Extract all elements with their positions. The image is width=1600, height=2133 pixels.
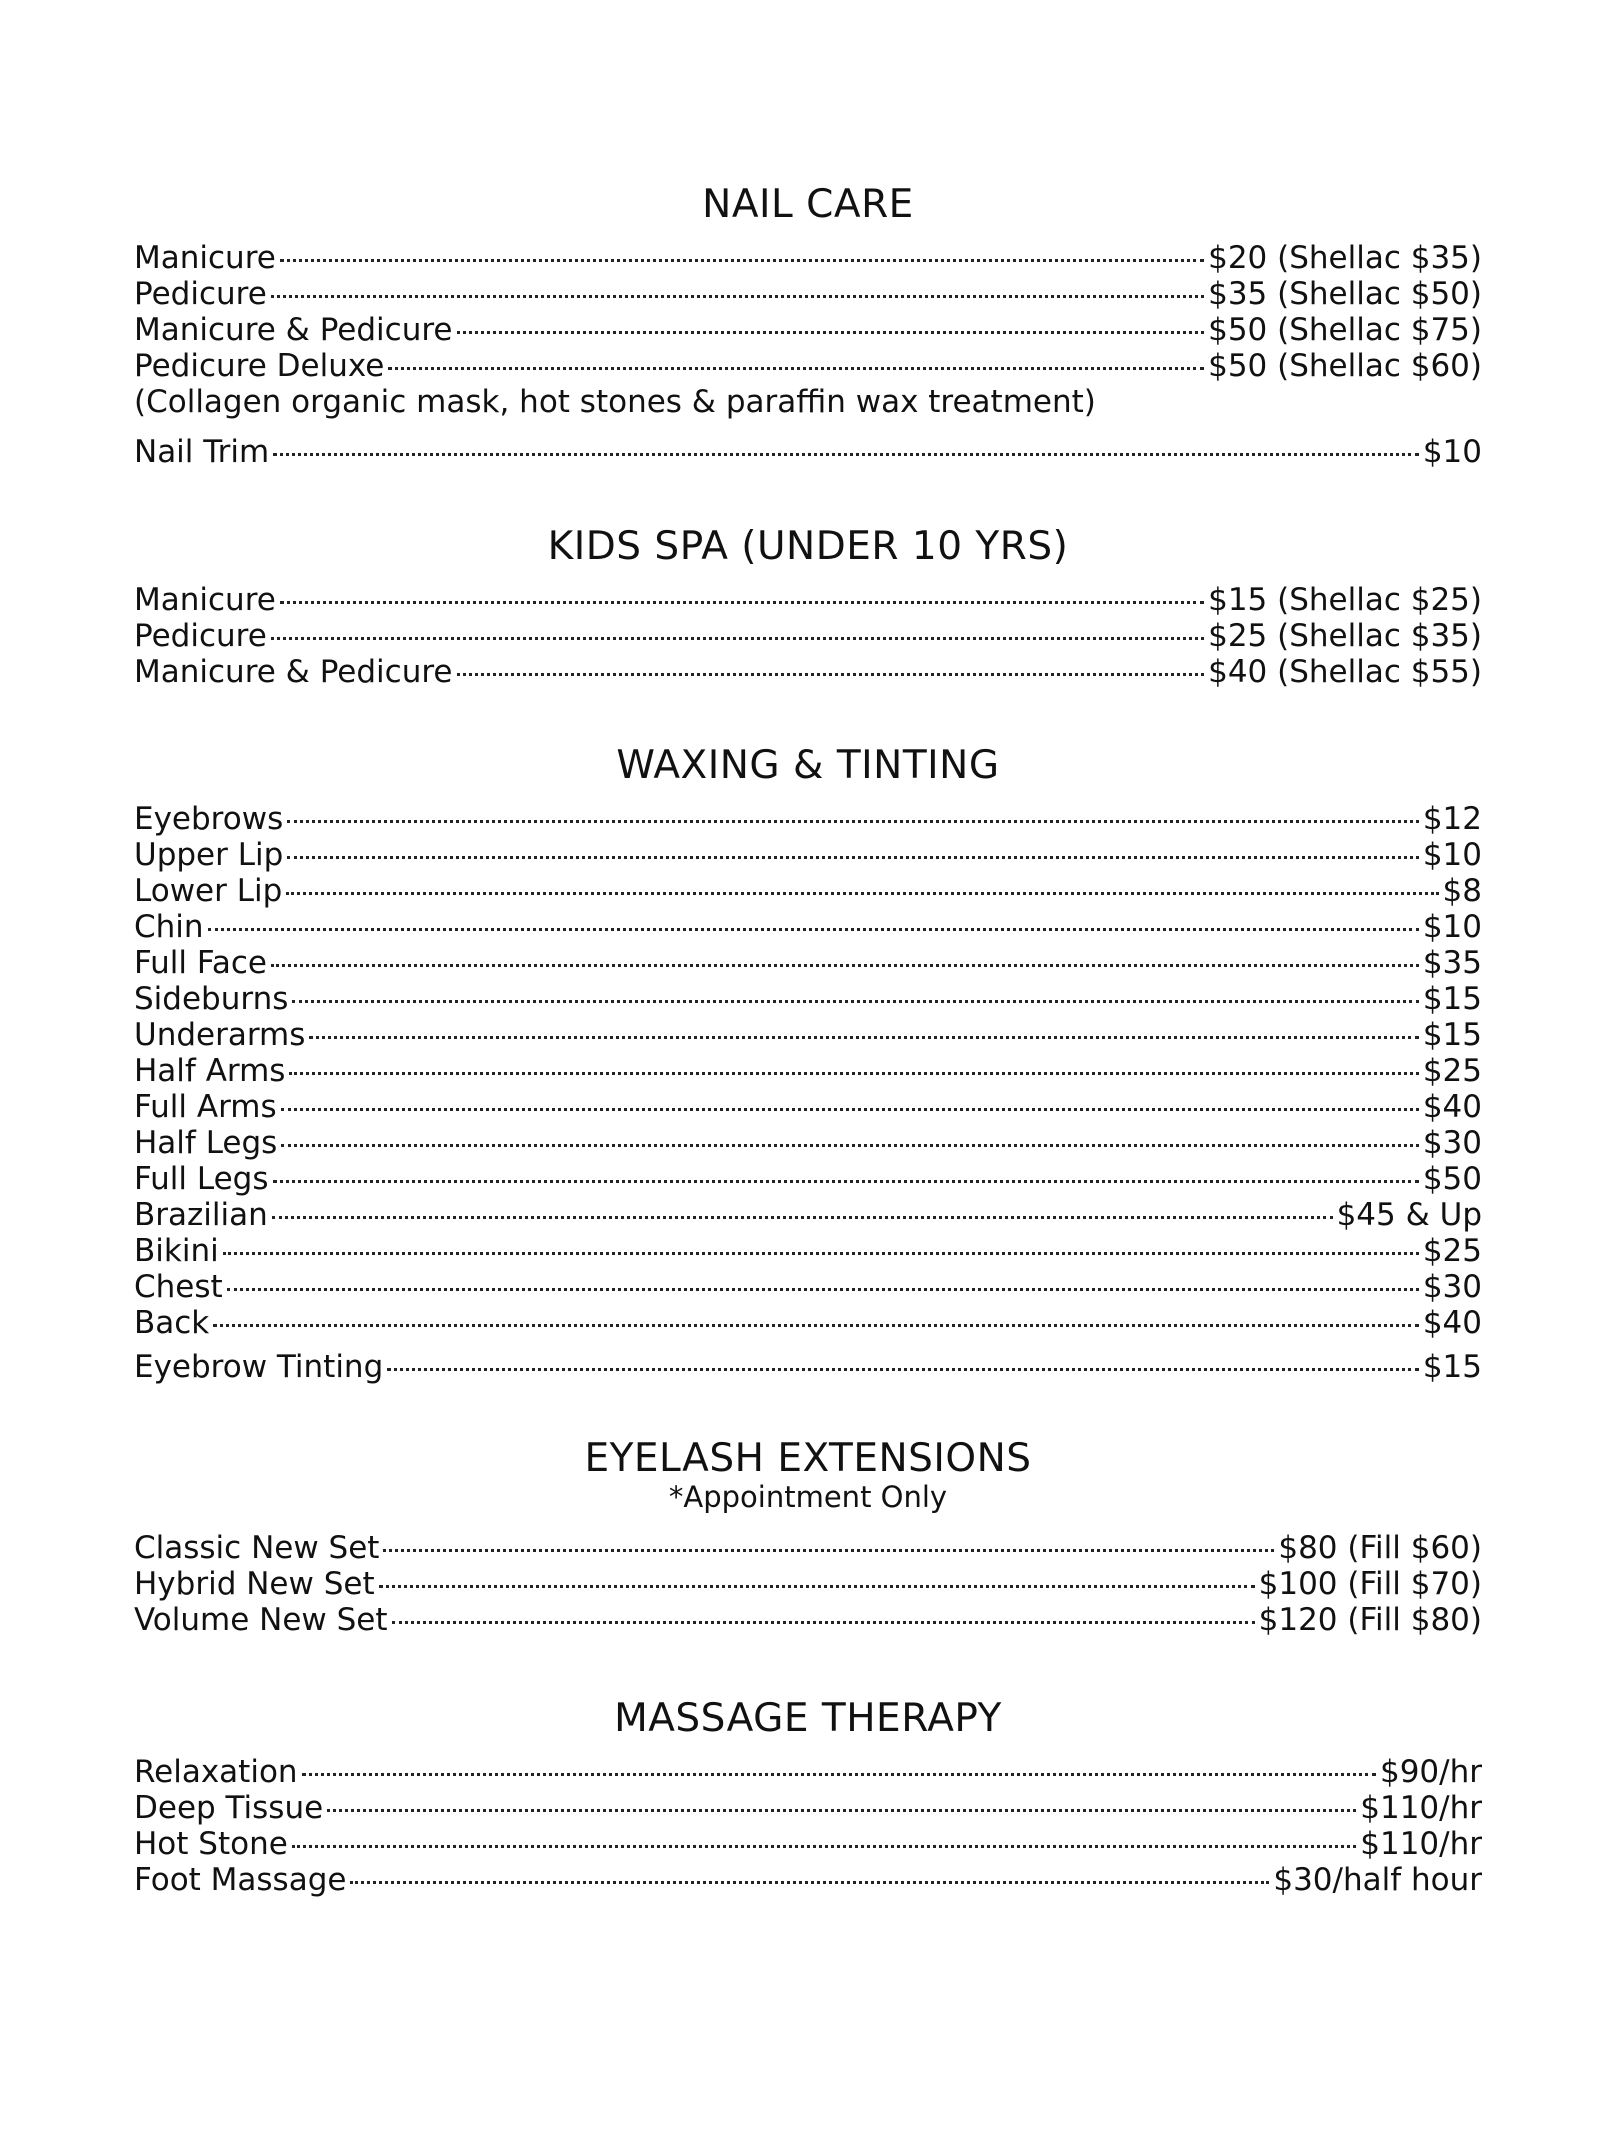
price-row bbox=[134, 582, 1482, 618]
item-label: Sideburns bbox=[134, 981, 289, 1017]
price-row bbox=[134, 1161, 1482, 1197]
item-price: $30 bbox=[1422, 1125, 1482, 1161]
item-price: $15 (Shellac $25) bbox=[1208, 582, 1482, 618]
dot-leader bbox=[272, 1215, 1333, 1219]
item-label: Half Legs bbox=[134, 1125, 278, 1161]
item-price: $25 bbox=[1422, 1053, 1482, 1089]
item-label: Eyebrow Tinting bbox=[134, 1349, 384, 1385]
dot-leader bbox=[302, 1772, 1376, 1776]
item-label: Volume New Set bbox=[134, 1602, 388, 1638]
item-label: Half Arms bbox=[134, 1053, 286, 1089]
item-price: $40 bbox=[1422, 1305, 1482, 1341]
item-price: $15 bbox=[1422, 1017, 1482, 1053]
dot-leader bbox=[271, 294, 1204, 298]
item-price: $120 (Fill $80) bbox=[1258, 1602, 1482, 1638]
item-label: Pedicure bbox=[134, 276, 267, 312]
price-row bbox=[134, 837, 1482, 873]
item-label: Foot Massage bbox=[134, 1862, 347, 1898]
section-title: NAIL CARE bbox=[702, 182, 914, 227]
price-row bbox=[134, 1053, 1482, 1089]
item-price: $50 (Shellac $60) bbox=[1208, 348, 1482, 384]
dot-leader bbox=[292, 1844, 1356, 1848]
item-label: Pedicure Deluxe bbox=[134, 348, 385, 384]
section-massage-therapy bbox=[134, 1694, 1482, 1898]
price-row bbox=[134, 1269, 1482, 1305]
dot-leader bbox=[273, 452, 1419, 456]
item-label: Upper Lip bbox=[134, 837, 284, 873]
item-label: Nail Trim bbox=[134, 434, 270, 470]
section-title: MASSAGE THERAPY bbox=[614, 1696, 1002, 1741]
price-list bbox=[134, 582, 1482, 690]
price-row-nail-trim bbox=[134, 434, 1482, 470]
dot-leader bbox=[208, 927, 1419, 931]
price-row bbox=[134, 1790, 1482, 1826]
item-price: $90/hr bbox=[1379, 1754, 1482, 1790]
item-price: $80 (Fill $60) bbox=[1278, 1530, 1482, 1566]
item-label: Full Arms bbox=[134, 1089, 277, 1125]
dot-leader bbox=[271, 636, 1204, 640]
item-label: Chin bbox=[134, 909, 204, 945]
item-label: Manicure & Pedicure bbox=[134, 654, 453, 690]
dot-leader bbox=[383, 1548, 1274, 1552]
dot-leader bbox=[286, 891, 1438, 895]
price-row bbox=[134, 312, 1482, 348]
price-row bbox=[134, 654, 1482, 690]
item-price: $25 (Shellac $35) bbox=[1208, 618, 1482, 654]
item-label: Full Face bbox=[134, 945, 267, 981]
price-row bbox=[134, 801, 1482, 837]
item-price: $50 (Shellac $75) bbox=[1208, 312, 1482, 348]
item-price: $30/half hour bbox=[1273, 1862, 1482, 1898]
price-row bbox=[134, 1089, 1482, 1125]
price-row-eyebrow-tinting bbox=[134, 1349, 1482, 1385]
item-price: $110/hr bbox=[1360, 1790, 1482, 1826]
price-list bbox=[134, 1754, 1482, 1898]
section-title: KIDS SPA (UNDER 10 YRS) bbox=[547, 524, 1069, 569]
item-price: $110/hr bbox=[1360, 1826, 1482, 1862]
price-row bbox=[134, 240, 1482, 276]
dot-leader bbox=[289, 1071, 1418, 1075]
price-row bbox=[134, 1305, 1482, 1341]
item-price: $35 (Shellac $50) bbox=[1208, 276, 1482, 312]
item-price: $50 bbox=[1422, 1161, 1482, 1197]
price-row bbox=[134, 1602, 1482, 1638]
section-eyelash-extensions bbox=[134, 1434, 1482, 1638]
price-row bbox=[134, 1125, 1482, 1161]
item-label: Relaxation bbox=[134, 1754, 298, 1790]
item-price: $10 bbox=[1422, 837, 1482, 873]
dot-leader bbox=[271, 963, 1419, 967]
dot-leader bbox=[457, 672, 1205, 676]
section-waxing-tinting bbox=[134, 741, 1482, 1385]
deluxe-note: (Collagen organic mask, hot stones & paraffin wax treatment) bbox=[134, 384, 1096, 420]
item-price: $100 (Fill $70) bbox=[1258, 1566, 1482, 1602]
item-label: Chest bbox=[134, 1269, 223, 1305]
dot-leader bbox=[280, 258, 1204, 262]
item-price: $35 bbox=[1422, 945, 1482, 981]
appointment-only-note: *Appointment Only bbox=[668, 1480, 948, 1514]
item-label: Bikini bbox=[134, 1233, 219, 1269]
price-row bbox=[134, 945, 1482, 981]
dot-leader bbox=[273, 1179, 1419, 1183]
dot-leader bbox=[287, 855, 1419, 859]
dot-leader bbox=[213, 1323, 1419, 1327]
section-nail-care bbox=[134, 180, 1482, 470]
item-price: $10 bbox=[1422, 434, 1482, 470]
dot-leader bbox=[223, 1251, 1419, 1255]
dot-leader bbox=[281, 1107, 1419, 1111]
item-label: Eyebrows bbox=[134, 801, 284, 837]
price-list bbox=[134, 240, 1482, 384]
item-label: Deep Tissue bbox=[134, 1790, 324, 1826]
price-row bbox=[134, 348, 1482, 384]
item-label: Brazilian bbox=[134, 1197, 268, 1233]
item-label: Hybrid New Set bbox=[134, 1566, 375, 1602]
item-label: Classic New Set bbox=[134, 1530, 380, 1566]
price-list bbox=[134, 1530, 1482, 1638]
item-price: $45 & Up bbox=[1336, 1197, 1482, 1233]
price-row bbox=[134, 1862, 1482, 1898]
section-kids-spa bbox=[134, 522, 1482, 690]
dot-leader bbox=[392, 1620, 1255, 1624]
section-title: EYELASH EXTENSIONS bbox=[584, 1436, 1032, 1481]
dot-leader bbox=[227, 1287, 1419, 1291]
dot-leader bbox=[281, 1143, 1419, 1147]
item-price: $15 bbox=[1422, 981, 1482, 1017]
dot-leader bbox=[280, 600, 1204, 604]
price-row bbox=[134, 909, 1482, 945]
item-price: $40 bbox=[1422, 1089, 1482, 1125]
item-label: Manicure bbox=[134, 240, 276, 276]
item-label: Hot Stone bbox=[134, 1826, 288, 1862]
item-price: $30 bbox=[1422, 1269, 1482, 1305]
price-row bbox=[134, 873, 1482, 909]
price-row bbox=[134, 618, 1482, 654]
price-row bbox=[134, 1530, 1482, 1566]
item-price: $40 (Shellac $55) bbox=[1208, 654, 1482, 690]
item-price: $8 bbox=[1442, 873, 1482, 909]
item-label: Back bbox=[134, 1305, 210, 1341]
item-label: Full Legs bbox=[134, 1161, 269, 1197]
price-row bbox=[134, 1233, 1482, 1269]
item-label: Manicure & Pedicure bbox=[134, 312, 453, 348]
price-row bbox=[134, 1197, 1482, 1233]
price-row bbox=[134, 1566, 1482, 1602]
item-price: $10 bbox=[1422, 909, 1482, 945]
section-title: WAXING & TINTING bbox=[616, 743, 1000, 788]
item-label: Lower Lip bbox=[134, 873, 283, 909]
price-row bbox=[134, 1754, 1482, 1790]
dot-leader bbox=[457, 330, 1205, 334]
dot-leader bbox=[379, 1584, 1255, 1588]
dot-leader bbox=[387, 1367, 1419, 1371]
item-label: Pedicure bbox=[134, 618, 267, 654]
item-label: Underarms bbox=[134, 1017, 306, 1053]
price-list bbox=[134, 801, 1482, 1341]
dot-leader bbox=[309, 1035, 1418, 1039]
dot-leader bbox=[350, 1880, 1269, 1884]
price-row bbox=[134, 981, 1482, 1017]
item-price: $20 (Shellac $35) bbox=[1208, 240, 1482, 276]
item-price: $25 bbox=[1422, 1233, 1482, 1269]
price-row bbox=[134, 276, 1482, 312]
dot-leader bbox=[287, 819, 1419, 823]
item-price: $15 bbox=[1422, 1349, 1482, 1385]
price-row bbox=[134, 1826, 1482, 1862]
dot-leader bbox=[388, 366, 1204, 370]
price-row bbox=[134, 1017, 1482, 1053]
item-price: $12 bbox=[1422, 801, 1482, 837]
item-label: Manicure bbox=[134, 582, 276, 618]
dot-leader bbox=[327, 1808, 1356, 1812]
dot-leader bbox=[292, 999, 1418, 1003]
